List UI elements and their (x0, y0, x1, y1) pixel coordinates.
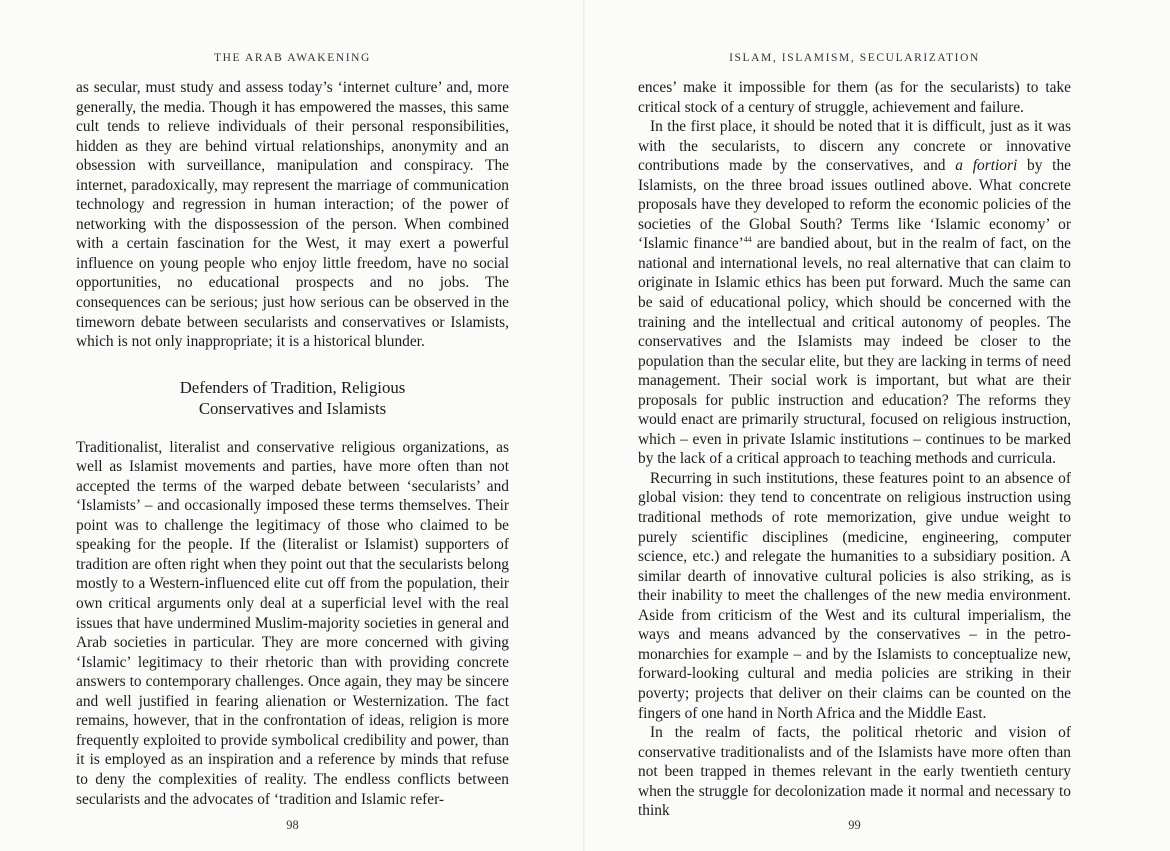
italic-phrase: a fortiori (955, 157, 1018, 175)
left-page (0, 0, 584, 851)
left-page-body (76, 78, 509, 809)
body-paragraph: Traditionalist, literalist and conservative religious organizations, as well as Islamist movements and parties, have more often than not accepted the terms of the warped debate between ‘secularists’ and ‘Islamists’ – and occasionally imposed these terms themselves. Their point was to challenge the legitimacy of those who claimed to be speaking for the people. If the (literalist or Islamist) supporters of tradition are often right when they point out that the secularists belong mostly to a Western-influenced elite cut off from the population, their own critical arguments only deal at a superficial level with the real issues that have undermined Muslim-majority societies in general and Arab societies in particular. They are more concerned with giving ‘Islamic’ legitimacy to their rhetoric than with providing concrete answers to contemporary challenges. Once again, they may be sincere and well justified in fearing alienation or Westernization. The fact remains, however, that in the confrontation of ideas, religion is more frequently exploited to provide symbolical credibility and power, than it is employed as an inspiration and a reference by minds that refuse to deny the complexities of reality. The endless conflicts between secularists and the advocates of ‘tradition and Islamic refer- (76, 438, 509, 808)
body-paragraph: as secular, must study and assess today’s ‘internet culture’ and, more generally, the media. Though it has empowered the masses, this same cult tends to relieve individuals of their personal responsibilities, hidden as they are behind virtual relationships, anonymity and an obsession with surveillance, manipulation and conspiracy. The internet, paradoxically, may represent the marriage of communication technology and regression in human interaction; of the power of networking with the dispossession of the person. When combined with a certain fascination for the West, it may exert a powerful influence on young people who enjoy little freedom, have no social opportunities, no educational prospects and no jobs. The consequences can be serious; just how serious can be observed in the timeworn debate between secularists and conservatives or Islamists, which is not only inappropriate; it is a historical blunder. (76, 79, 509, 351)
right-page (586, 0, 1170, 851)
body-paragraph: ences’ make it impossible for them (as for the secularists) to take critical stock of a century of struggle, achievement and failure. (638, 79, 1071, 116)
body-paragraph: Recurring in such institutions, these features point to an absence of global vision: they tend to concentrate on religious instruction using traditional methods of rote memorization, give undue weight to purely scientific disciplines (medicine, engineering, computer science, etc.) and relegate the humanities to a subsidiary position. A similar dearth of innovative cultural policies is also striking, as is their inability to meet the challenges of the new media environment. Aside from criticism of the West and its cultural imperialism, the ways and means advanced by the conservatives – in the petro-monarchies for example – and by the Islamists to conceptualize new, forward-looking cultural and media policies are striking in their poverty; projects that deliver on their claims can be counted on the fingers of one hand in North Africa and the Middle East. (638, 469, 1071, 722)
footnote-reference: 44 (743, 235, 752, 245)
section-heading (76, 377, 509, 419)
paragraph-text: by the Islamists, on the three broad issues outlined above. What concrete proposals have they developed to reform the economic policies of the societies of the Global South? Terms like ‘Islamic economy’ or ‘Islamic finance’ (638, 157, 1071, 253)
body-paragraph (638, 117, 1071, 469)
paragraph-text: In the first place, it should be noted that it is difficult, just as it was with the secularists, to discern any concrete or innovative contributions made by the conservatives, and (638, 118, 1071, 175)
running-head: THE ARAB AWAKENING (214, 52, 371, 64)
body-paragraph: In the realm of facts, the political rhetoric and vision of conservative traditionalists and of the Islamists have more often than not been trapped in themes relevant in the early twentieth century when the struggle for decolonization made it normal and necessary to think (638, 724, 1071, 820)
paragraph-text: are bandied about, but in the realm of fact, on the national and international levels, no real alternative that can claim to originate in Islamic ethics has been put forward. Much the same can be said of educational policy, which should be concerned with the training and the intellectual and critical autonomy of peoples. The conservatives and the Islamists may indeed be closer to the population than the secular elite, but they are lacking in terms of need management. Their social work is important, but what are their proposals for public instruction and education? The reforms they would enact are primarily structural, focused on religious instruction, which – even in private Islamic institutions – continues to be marked by the lack of a critical approach to teaching methods and curricula. (638, 235, 1071, 468)
page-number: 98 (286, 818, 299, 832)
right-page-body (638, 78, 1071, 821)
running-head: ISLAM, ISLAMISM, SECULARIZATION (729, 52, 980, 64)
page-number: 99 (848, 818, 861, 832)
section-heading-line-1: Defenders of Tradition, Religious (179, 377, 406, 397)
section-heading-line-2: Conservatives and Islamists (198, 398, 387, 418)
